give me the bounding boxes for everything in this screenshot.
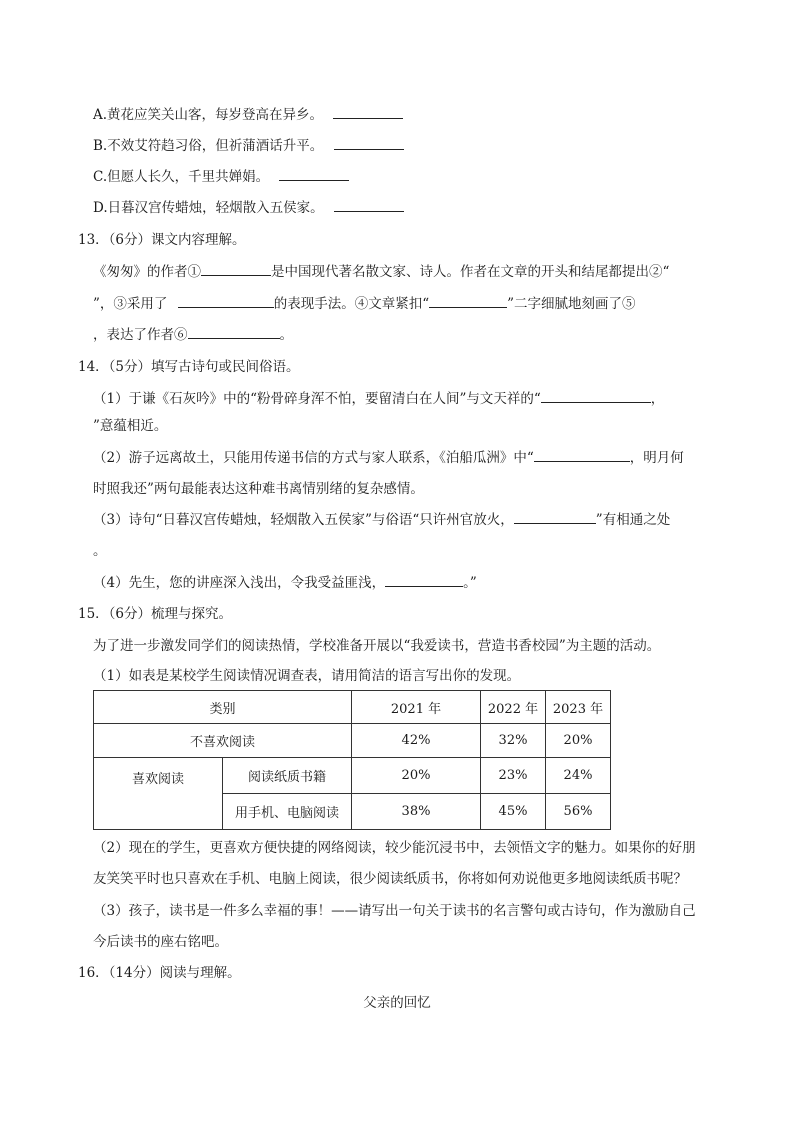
- table-header-category: 类别: [94, 691, 352, 724]
- table-cell: 42%: [352, 724, 481, 758]
- table-group-label: 喜欢阅读: [94, 758, 223, 830]
- table-row: [94, 724, 611, 758]
- answer-blank[interactable]: [534, 447, 630, 462]
- table-cell: 56%: [546, 794, 611, 830]
- question-13-line-2: ”，③采用了 的表现手法。④文章紧扣“ ”二字细腻地刻画了⑤: [93, 292, 636, 312]
- table-cell: 20%: [546, 724, 611, 758]
- table-header-year: 2021 年: [352, 691, 481, 724]
- question-15-intro: 为了进一步激发同学们的阅读热情，学校准备开展以“我爱读书，营造书香校园”为主题的活动。: [93, 638, 661, 654]
- answer-blank[interactable]: [178, 293, 274, 308]
- answer-blank[interactable]: [279, 166, 349, 181]
- answer-blank[interactable]: [334, 135, 404, 150]
- question-14-part-2-line-1: （2）游子远离故土，只能用传递书信的方式与家人联系，《泊船瓜洲》中“ ，明月何: [93, 446, 684, 466]
- option-c: C.但愿人长久，千里共婵娟。: [93, 165, 349, 185]
- table-cell: 38%: [352, 794, 481, 830]
- question-13-header: 13．（6分）课文内容理解。: [78, 232, 246, 248]
- question-14-part-1-line-2: ”意蕴相近。: [93, 418, 168, 434]
- question-15-sub-2-line-1: （2）现在的学生，更喜欢方便快捷的网络阅读，较少能沉浸书中，去领悟文字的魅力。如果你的好朋: [93, 840, 696, 856]
- option-d: D.日暮汉宫传蜡烛，轻烟散入五侯家。: [93, 196, 404, 216]
- question-14-part-1-line-1: （1）于谦《石灰吟》中的“粉骨碎身浑不怕，要留清白在人间”与文天祥的“ ，: [93, 387, 664, 407]
- table-cell: 24%: [546, 758, 611, 794]
- question-14-part-3-line-1: （3）诗句“日暮汉宫传蜡烛，轻烟散入五侯家”与俗语“只许州官放火， ”有相通之处: [93, 508, 670, 528]
- passage-title: 父亲的回忆: [363, 995, 431, 1011]
- table-cell: 23%: [481, 758, 546, 794]
- question-14-part-4: （4）先生，您的讲座深入浅出，令我受益匪浅， 。”: [93, 571, 477, 591]
- table-row-label: 不喜欢阅读: [94, 724, 352, 758]
- question-14-header: 14．（5分）填写古诗句或民间俗语。: [78, 359, 300, 375]
- question-15-header: 15．（6分）梳理与探究。: [78, 606, 233, 622]
- table-row: [94, 758, 611, 794]
- answer-blank[interactable]: [385, 572, 463, 587]
- table-header-year: 2022 年: [481, 691, 546, 724]
- question-15-sub-1: （1）如表是某校学生阅读情况调查表，请用简洁的语言写出你的发现。: [93, 668, 521, 684]
- answer-blank[interactable]: [334, 197, 404, 212]
- table-header-year: 2023 年: [546, 691, 611, 724]
- table-cell: 20%: [352, 758, 481, 794]
- answer-blank[interactable]: [188, 324, 280, 339]
- answer-blank[interactable]: [429, 293, 507, 308]
- question-14-part-3-line-2: 。: [93, 543, 107, 559]
- table-row-label: 阅读纸质书籍: [223, 758, 352, 794]
- question-15-sub-2-line-2: 友笑笑平时也只喜欢在手机、电脑上阅读，很少阅读纸质书，你将如何劝说他更多地阅读纸质书呢？: [93, 871, 687, 887]
- table-row-label: 用手机、电脑阅读: [223, 794, 352, 830]
- question-16-header: 16．（14分）阅读与理解。: [78, 965, 241, 981]
- option-a: A.黄花应笑关山客，每岁登高在异乡。: [93, 103, 403, 123]
- question-13-line-3: ，表达了作者⑥ 。: [93, 323, 293, 343]
- table-cell: 45%: [481, 794, 546, 830]
- option-b: B.不效艾符趋习俗，但祈蒲酒话升平。: [93, 134, 404, 154]
- reading-survey-table: [93, 690, 611, 830]
- question-13-line-1: 《匆匆》的作者① 是中国现代著名散文家、诗人。作者在文章的开头和结尾都提出②“: [93, 260, 669, 280]
- question-15-sub-3-line-2: 今后读书的座右铭吧。: [93, 934, 228, 950]
- table-header-row: [94, 691, 611, 724]
- answer-blank[interactable]: [333, 104, 403, 119]
- question-14-part-2-line-2: 时照我还”两句最能表达这种难书离情别绪的复杂感情。: [93, 481, 424, 497]
- answer-blank[interactable]: [514, 509, 596, 524]
- answer-blank[interactable]: [201, 261, 271, 276]
- answer-blank[interactable]: [541, 388, 651, 403]
- question-15-sub-3-line-1: （3）孩子，读书是一件多么幸福的事！——请写出一句关于读书的名言警句或古诗句，作为激励自己: [93, 903, 696, 919]
- table-cell: 32%: [481, 724, 546, 758]
